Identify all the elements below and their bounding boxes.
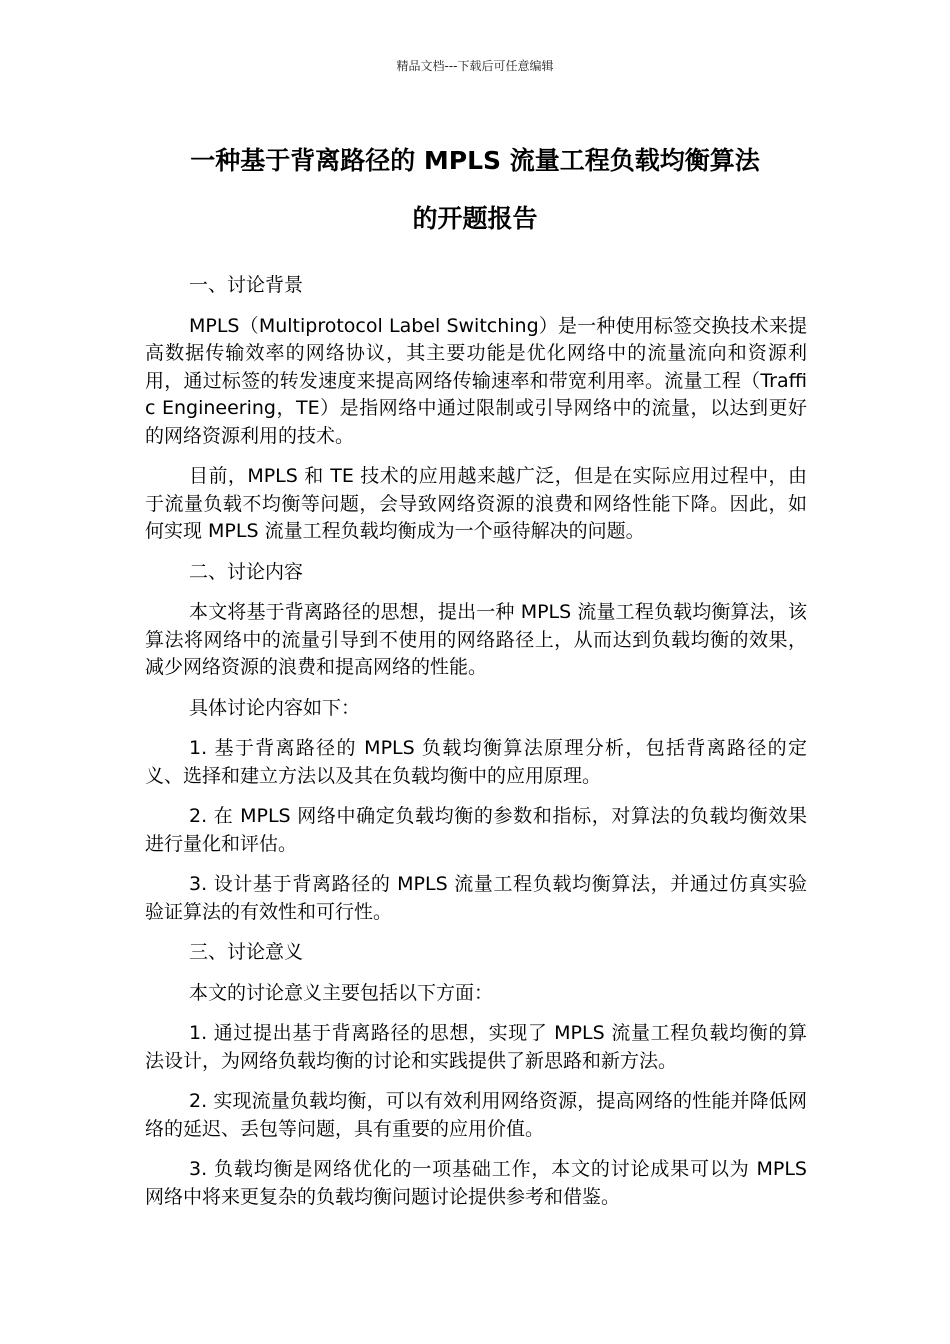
title-line-2: 的开题报告 bbox=[412, 204, 538, 233]
list-item: 3. 设计基于背离路径的 MPLS 流量工程负载均衡算法，并通过仿真实验验证算法的有效性和可行性。 bbox=[145, 873, 807, 923]
paragraph: 本文的讨论意义主要包括以下方面： bbox=[189, 981, 494, 1004]
list-item: 2. 在 MPLS 网络中确定负载均衡的参数和指标，对算法的负载均衡效果进行量化和评估。 bbox=[145, 805, 807, 855]
section-heading-content: 二、讨论内容 bbox=[189, 560, 304, 583]
list-item: 3. 负载均衡是网络优化的一项基础工作，本文的讨论成果可以为 MPLS 网络中将来更复杂的负载均衡问题讨论提供参考和借鉴。 bbox=[145, 1158, 807, 1208]
paragraph: 具体讨论内容如下： bbox=[189, 696, 361, 719]
paragraph: 本文将基于背离路径的思想，提出一种 MPLS 流量工程负载均衡算法，该算法将网络中的流量引导到不使用的网络路径上，从而达到负载均衡的效果，减少网络资源的浪费和提高网络的性能。 bbox=[145, 601, 807, 678]
list-item: 1. 通过提出基于背离路径的思想，实现了 MPLS 流量工程负载均衡的算法设计，为网络负载均衡的讨论和实践提供了新思路和新方法。 bbox=[145, 1022, 807, 1072]
document-title bbox=[100, 132, 850, 248]
list-item: 1. 基于背离路径的 MPLS 负载均衡算法原理分析，包括背离路径的定义、选择和建立方法以及其在负载均衡中的应用原理。 bbox=[145, 737, 807, 787]
document-body bbox=[145, 272, 807, 1224]
paragraph: MPLS（Multiprotocol Label Switching）是一种使用标签交换技术来提高数据传输效率的网络协议，其主要功能是优化网络中的流量流向和资源利用，通过标签的转发速度来提高网络传输速率和带宽利用率。流量工程（Traffic Engineering，TE）是指网络中通过限制或引导网络中的流量，以达到更好的网络资源利用的技术。 bbox=[145, 314, 807, 447]
list-item: 2. 实现流量负载均衡，可以有效利用网络资源，提高网络的性能并降低网络的延迟、丢包等问题，具有重要的应用价值。 bbox=[145, 1090, 807, 1140]
paragraph: 目前，MPLS 和 TE 技术的应用越来越广泛，但是在实际应用过程中，由于流量负载不均衡等问题，会导致网络资源的浪费和网络性能下降。因此，如何实现 MPLS 流量工程负载均衡成为一个亟待解决的问题。 bbox=[145, 465, 807, 542]
section-heading-significance: 三、讨论意义 bbox=[189, 941, 304, 963]
header-note: 精品文档---下载后可任意编辑 bbox=[396, 59, 554, 73]
section-heading-background: 一、讨论背景 bbox=[189, 274, 304, 296]
title-line-1: 一种基于背离路径的 MPLS 流量工程负载均衡算法 bbox=[190, 146, 760, 175]
